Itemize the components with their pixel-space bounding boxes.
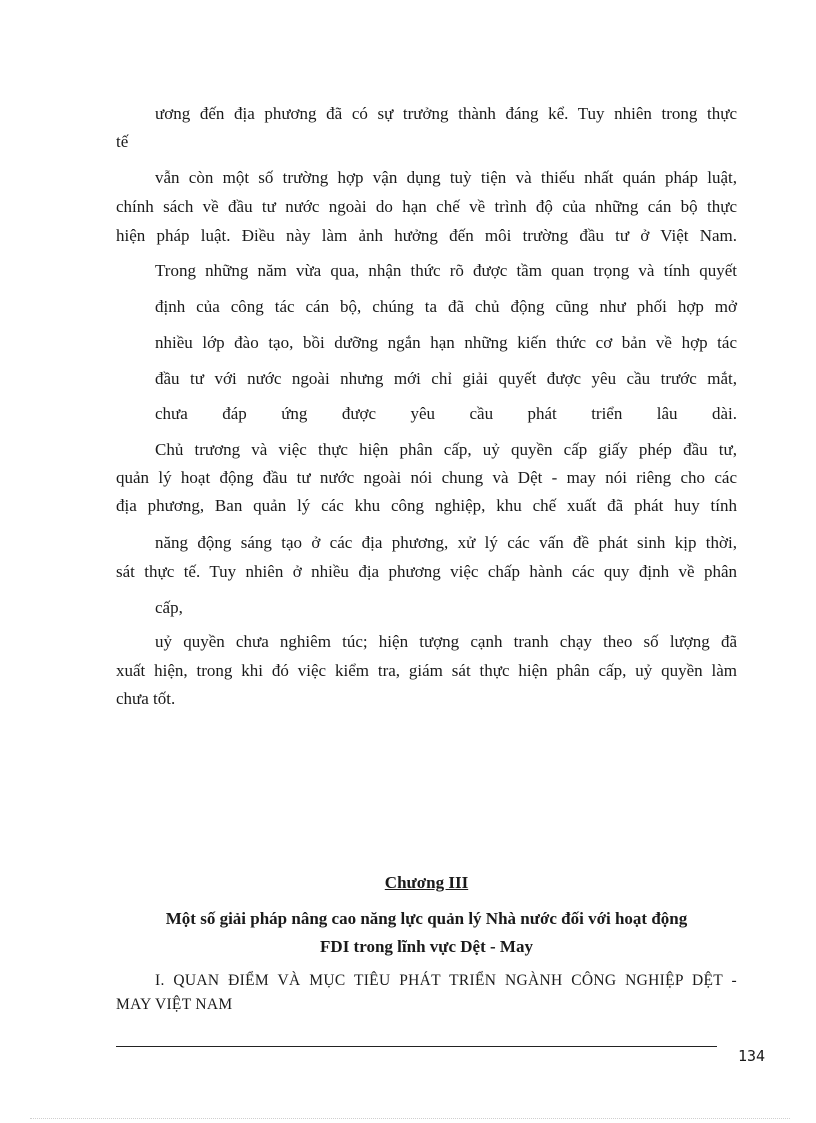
body-line-6: Trong những năm vừa qua, nhận thức rõ được tầm quan trọng và tính quyết (155, 261, 737, 280)
body-line-17: uỷ quyền chưa nghiêm túc; hiện tượng cạnh tranh chạy theo số lượng đã (155, 632, 737, 651)
body-line-3: vẫn còn một số trường hợp vận dụng tuỳ tiện và thiếu nhất quán pháp luật, (155, 168, 737, 187)
body-line-10: chưa đáp ứng được yêu cầu phát triển lâu dài. (155, 404, 737, 423)
body-line-4: chính sách về đầu tư nước ngoài do hạn chế về trình độ của những cán bộ thực (116, 197, 737, 216)
body-line-19: chưa tốt. (116, 689, 176, 708)
section-heading-line-1: I. QUAN ĐIỂM VÀ MỤC TIÊU PHÁT TRIỂN NGÀNH CÔNG NGHIỆP DỆT - (155, 972, 737, 989)
body-line-7: định của công tác cán bộ, chúng ta đã chủ động cũng như phối hợp mở (155, 297, 737, 316)
body-line-14: năng động sáng tạo ở các địa phương, xử lý các vấn đề phát sinh kịp thời, (155, 533, 737, 552)
page-number: 134 (738, 1047, 766, 1065)
footer-rule (116, 1046, 717, 1047)
body-line-5: hiện pháp luật. Điều này làm ảnh hưởng đến môi trường đầu tư ở Việt Nam. (116, 226, 737, 245)
chapter-label (116, 872, 737, 894)
body-line-11: Chủ trương và việc thực hiện phân cấp, uỷ quyền cấp giấy phép đầu tư, (155, 440, 737, 459)
chapter-title-line-2: FDI trong lĩnh vực Dệt - May (320, 937, 533, 956)
body-line-8: nhiều lớp đào tạo, bồi dưỡng ngắn hạn những kiến thức cơ bản về hợp tác (155, 333, 737, 352)
body-line-13: địa phương, Ban quản lý các khu công nghiệp, khu chế xuất đã phát huy tính (116, 496, 737, 515)
body-line-15: sát thực tế. Tuy nhiên ở nhiều địa phương việc chấp hành các quy định về phân (116, 562, 737, 581)
body-line-1: ương đến địa phương đã có sự trưởng thành đáng kể. Tuy nhiên trong thực (155, 104, 737, 123)
section-heading-line-2: MAY VIỆT NAM (116, 996, 233, 1013)
body-line-9: đầu tư với nước ngoài nhưng mới chỉ giải quyết được yêu cầu trước mắt, (155, 369, 737, 388)
body-line-16: cấp, (155, 598, 183, 617)
chapter-label-text: Chương III (384, 873, 469, 892)
body-line-18: xuất hiện, trong khi đó việc kiểm tra, giám sát thực hiện phân cấp, uỷ quyền làm (116, 661, 737, 680)
body-line-12: quản lý hoạt động đầu tư nước ngoài nói chung và Dệt - may nói riêng cho các (116, 468, 737, 487)
chapter-title-line-1: Một số giải pháp nâng cao năng lực quản lý Nhà nước đối với hoạt động (165, 909, 688, 928)
page-bottom-dotted-border (30, 1118, 790, 1119)
body-line-2: tế (116, 132, 129, 151)
